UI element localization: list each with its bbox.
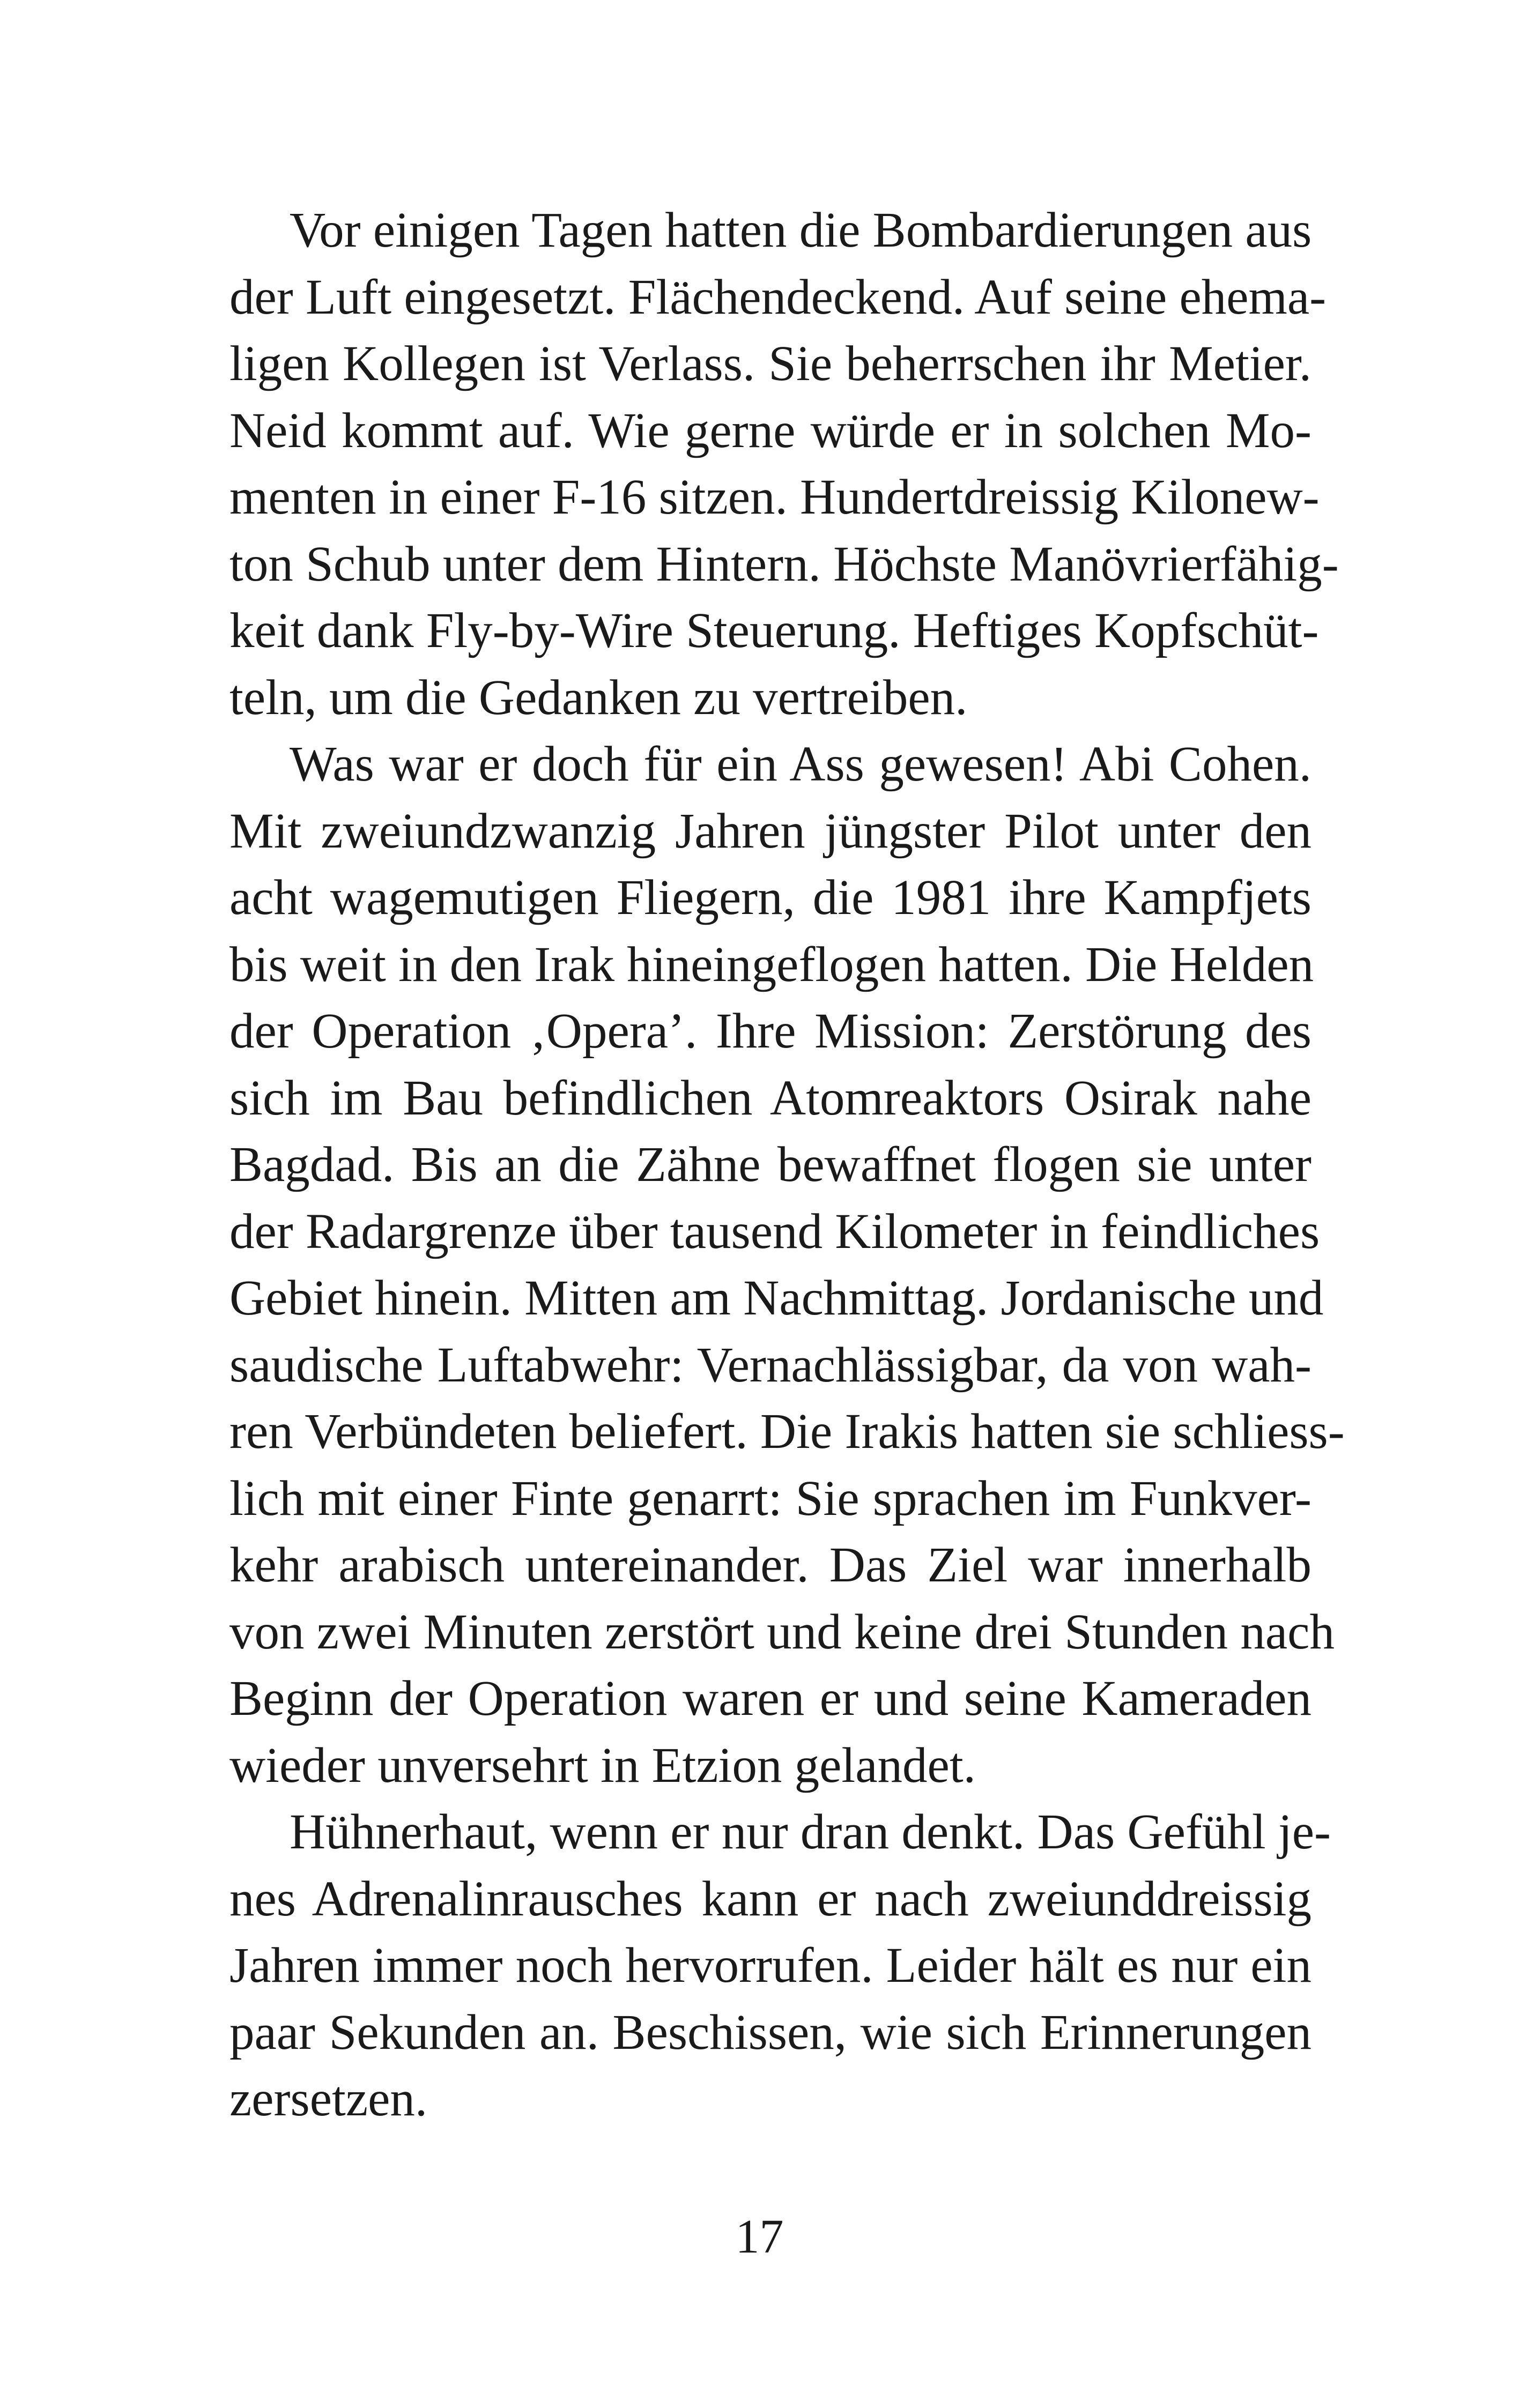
text-line: Neid kommt auf. Wie gerne würde er in solchen Mo- [229,403,1311,458]
text-line: acht wagemutigen Fliegern, die 1981 ihre Kampfjets [229,870,1311,925]
page-number: 17 [735,2210,784,2263]
text-line: kehr arabisch untereinander. Das Ziel war innerhalb [229,1537,1311,1593]
text-line: Bagdad. Bis an die Zähne bewaffnet flogen sie unter [229,1137,1311,1192]
text-line: sich im Bau befindlichen Atomreaktors Osirak nahe [229,1070,1311,1126]
text-line: ligen Kollegen ist Verlass. Sie beherrschen ihr Metier. [229,336,1311,391]
text-line: ton Schub unter dem Hintern. Höchste Manövrierfähig- [229,536,1339,592]
text-line: ren Verbündeten beliefert. Die Irakis hatten sie schliess- [229,1404,1345,1459]
text-line: zersetzen. [229,2071,428,2127]
text-line: Beginn der Operation waren er und seine Kameraden [229,1671,1311,1726]
text-line: lich mit einer Finte genarrt: Sie sprachen im Funkver- [229,1470,1311,1526]
text-line: Jahren immer noch hervorrufen. Leider hält es nur ein [229,1938,1311,1993]
text-line: wieder unversehrt in Etzion gelandet. [229,1737,976,1793]
text-line: menten in einer F-16 sitzen. Hundertdreissig Kilonew- [229,470,1320,525]
text-line: der Luft eingesetzt. Flächendeckend. Auf seine ehema- [229,269,1327,325]
text-line: Vor einigen Tagen hatten die Bombardierungen aus [290,203,1312,258]
text-line: Was war er doch für ein Ass gewesen! Abi Cohen. [290,737,1311,792]
text-line: der Radargrenze über tausend Kilometer in feindliches [229,1203,1320,1259]
paragraph-1 [229,197,1339,731]
paragraph-3 [229,1799,1331,2133]
text-line: paar Sekunden an. Beschissen, wie sich Erinnerungen [229,2004,1311,2060]
text-line: keit dank Fly-by-Wire Steuerung. Heftiges Kopfschüt- [229,603,1319,658]
text-line: nes Adrenalinrausches kann er nach zweiunddreissig [229,1871,1311,1927]
paragraph-2 [229,731,1345,1799]
text-line: saudische Luftabwehr: Vernachlässigbar, da von wah- [229,1337,1311,1393]
text-line: der Operation ‚Opera’. Ihre Mission: Zerstörung des [229,1004,1311,1059]
text-line: Mit zweiundzwanzig Jahren jüngster Pilot unter den [229,803,1311,859]
body-text [229,197,1345,2133]
text-line: von zwei Minuten zerstört und keine drei Stunden nach [229,1604,1335,1660]
text-line: teln, um die Gedanken zu vertreiben. [229,670,968,725]
text-line: Gebiet hinein. Mitten am Nachmittag. Jordanische und [229,1270,1324,1326]
text-line: Hühnerhaut, wenn er nur dran denkt. Das Gefühl je- [290,1804,1331,1860]
text-line: bis weit in den Irak hineingeflogen hatten. Die Helden [229,937,1314,992]
